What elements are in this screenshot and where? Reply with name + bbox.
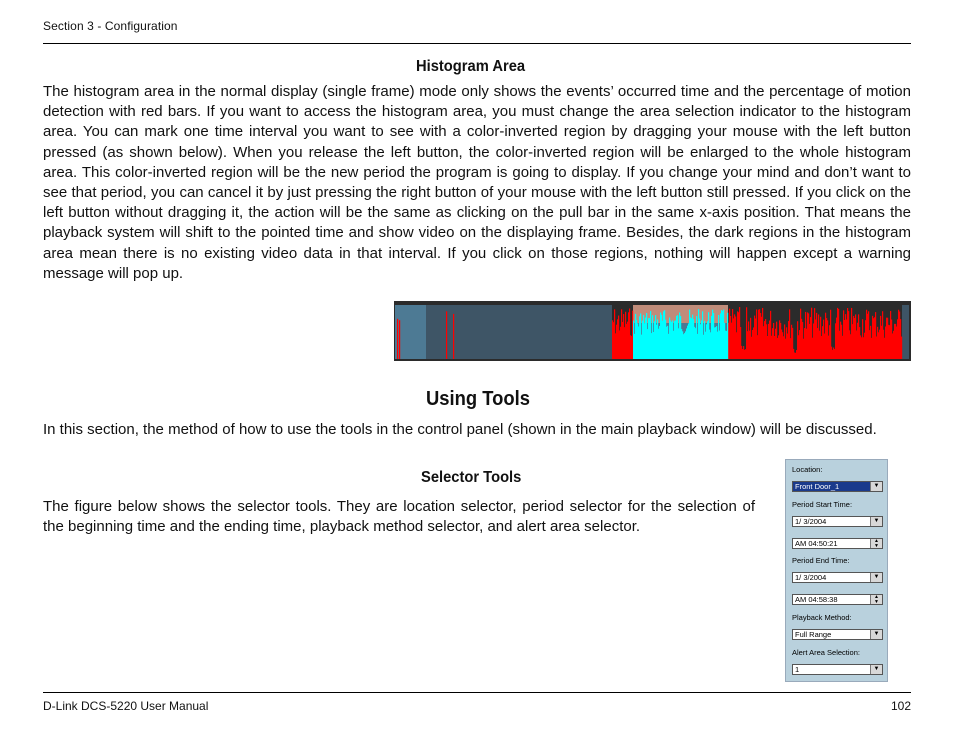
alert-area-value: 1 [795,665,800,674]
motion-bar [453,314,454,359]
using-tools-heading: Using Tools [426,388,530,410]
end-date-value: 1/ 3/2004 [795,573,827,582]
start-date-select[interactable] [792,516,883,527]
motion-bar [397,319,398,359]
page-header: Section 3 - Configuration [43,19,178,33]
histogram-area-heading: Histogram Area [416,58,526,75]
footer-rule [43,692,911,693]
histogram-image[interactable] [394,301,911,361]
selector-tools-heading: Selector Tools [421,469,522,486]
using-tools-paragraph: In this section, the method of how to use the tools in the control panel (shown in the main playback window) will be discussed. [43,421,877,438]
start-time-value: AM 04:50:21 [795,539,838,548]
end-time-value: AM 04:58:38 [795,595,838,604]
motion-bar [446,311,447,359]
playback-method-select[interactable] [792,629,883,640]
period-end-label: Period End Time: [792,556,850,565]
histogram-right-dark [902,305,909,359]
alert-area-label: Alert Area Selection: [792,648,860,657]
end-time-stepper[interactable] [792,594,883,605]
chevron-down-icon[interactable]: ▼ [870,517,882,526]
playback-method-label: Playback Method: [792,613,852,622]
inverted-bar [727,313,728,359]
footer-manual-title: D-Link DCS-5220 User Manual [43,699,209,713]
page-number: 102 [890,699,911,713]
start-time-stepper[interactable] [792,538,883,549]
spinner-icon[interactable]: ▲ ▼ [870,595,882,604]
header-rule [43,43,911,44]
playback-method-value: Full Range [795,630,832,639]
selector-tools-paragraph: The figure below shows the selector tools. They are location selector, period selector for the selection of the beginning time and the ending time, playback method selector, and alert area selector. [43,498,755,536]
start-date-value: 1/ 3/2004 [795,517,827,526]
period-start-label: Period Start Time: [792,500,853,509]
location-value: Front Door_1 [795,482,840,491]
alert-area-select[interactable] [792,664,883,675]
chevron-down-icon[interactable]: ▼ [870,482,882,491]
chevron-down-icon[interactable]: ▼ [870,665,882,674]
selector-panel [785,459,888,682]
histogram-area-paragraph: The histogram area in the normal display (single frame) mode only shows the events’ occurred time and the percentage of motion detection with red bars. If you want to access the histogram area, you must change the area selection indicator to the histogram area. You can mark one time interval you want to see with a color-inverted region by dragging your mouse with the left button pressed (as shown below). When you release the left button, the color-inverted region will be enlarged to the whole histogram area. This color-inverted region will be the new period the program is going to display. If you change your mind and don’t want to see that period, you can cancel it by just pressing the right button of your mouse with the left button still pressed. If you click on the left button without dragging it, the action will be the same as clicking on the pull bar in the same x-axis position. That means the playback system will shift to the pointed time and show video on the displaying frame. Besides, the dark regions in the histogram area mean there is no existing video data in that interval. If you click on those regions, nothing will happen except a warning message will pop up. [43,83,911,282]
motion-bar [901,337,902,359]
location-label: Location: [792,465,823,474]
chevron-down-icon[interactable]: ▼ [870,573,882,582]
chevron-down-icon[interactable]: ▼ [870,630,882,639]
location-select[interactable] [792,481,883,492]
end-date-select[interactable] [792,572,883,583]
spinner-icon[interactable]: ▲ ▼ [870,539,882,548]
motion-bar [399,320,400,359]
